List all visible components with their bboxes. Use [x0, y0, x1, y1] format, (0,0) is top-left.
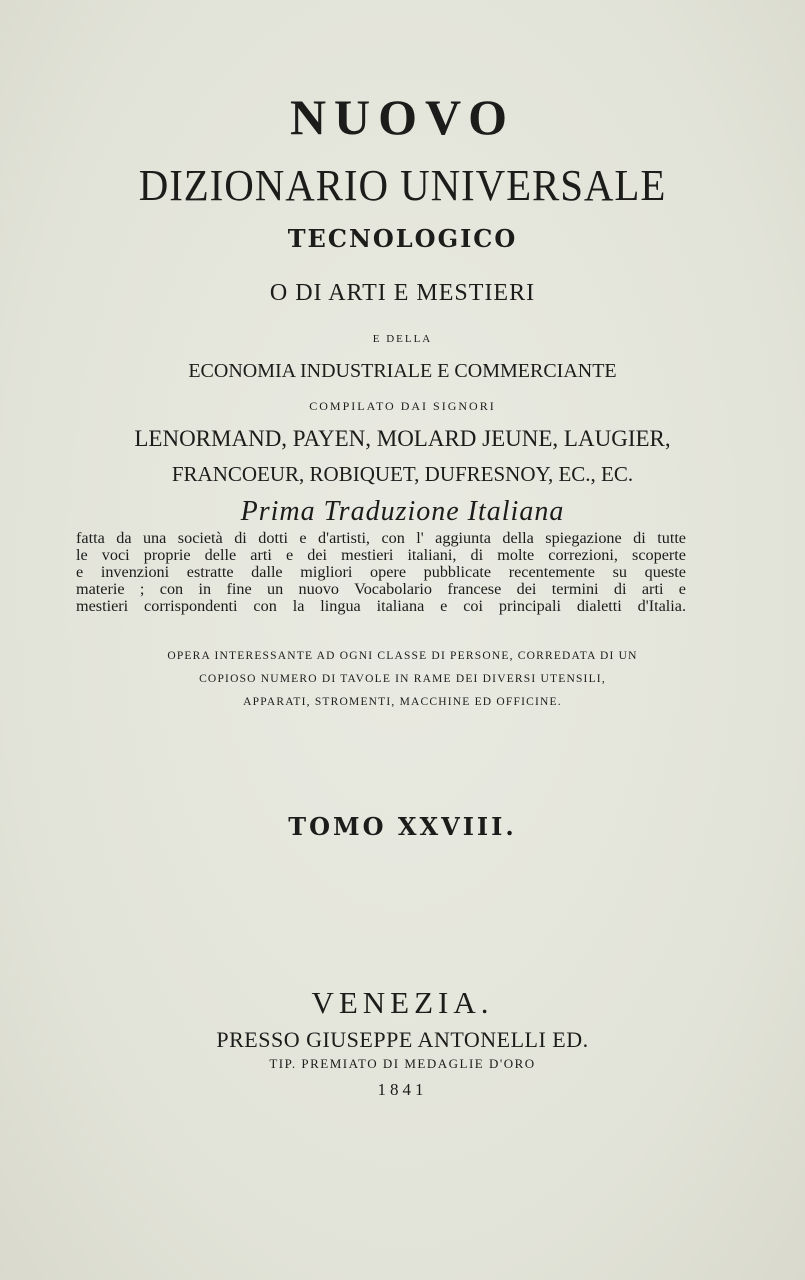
title-dizionario-universale: DIZIONARIO UNIVERSALE [138, 161, 667, 210]
imprint-publisher: PRESSO GIUSEPPE ANTONELLI ED. [216, 1027, 589, 1052]
compiled-by: COMPILATO DAI SIGNORI [309, 399, 496, 413]
description-line: e invenzioni estratte dalle migliori opere pubblicate recentemente su queste [76, 563, 686, 581]
authors-line-2: FRANCOEUR, ROBIQUET, DUFRESNOY, EC., EC. [171, 462, 634, 486]
imprint-year: 1841 [377, 1080, 428, 1099]
imprint-press: TIP. PREMIATO DI MEDAGLIE D'ORO [269, 1056, 536, 1071]
title-arti-mestieri: O DI ARTI E MESTIERI [269, 280, 536, 306]
work-line: COPIOSO NUMERO DI TAVOLE IN RAME DEI DIVERSI UTENSILI, [199, 673, 606, 685]
description-line: materie ; con in fine un nuovo Vocabolario francese dei termini di arti e [76, 580, 686, 598]
work-line: OPERA INTERESSANTE AD OGNI CLASSE DI PERSONE, CORREDATA DI UN [167, 650, 638, 662]
title-conjunction: E DELLA [372, 333, 433, 345]
imprint-city: VENEZIA. [311, 985, 494, 1020]
work-line: APPARATI, STROMENTI, MACCHINE ED OFFICINE. [243, 696, 562, 708]
title-nuovo: NUOVO [289, 89, 516, 145]
volume-number: TOMO XXVIII. [288, 812, 517, 841]
description-line: mestieri corrispondenti con la lingua italiana e coi principali dialetti d'Italia. [76, 597, 686, 615]
translation-heading: Prima Traduzione Italiana [240, 496, 565, 527]
title-tecnologico: TECNOLOGICO [287, 224, 518, 253]
description-line: fatta da una società di dotti e d'artisti, con l' aggiunta della spiegazione di tutte [76, 529, 686, 547]
title-economia: ECONOMIA INDUSTRIALE E COMMERCIANTE [188, 360, 617, 382]
authors-line-1: LENORMAND, PAYEN, MOLARD JEUNE, LAUGIER, [134, 426, 671, 451]
description-paragraph [76, 530, 686, 615]
description-line: le voci proprie delle arti e dei mestieri italiani, di molte correzioni, scoperte [76, 546, 686, 564]
